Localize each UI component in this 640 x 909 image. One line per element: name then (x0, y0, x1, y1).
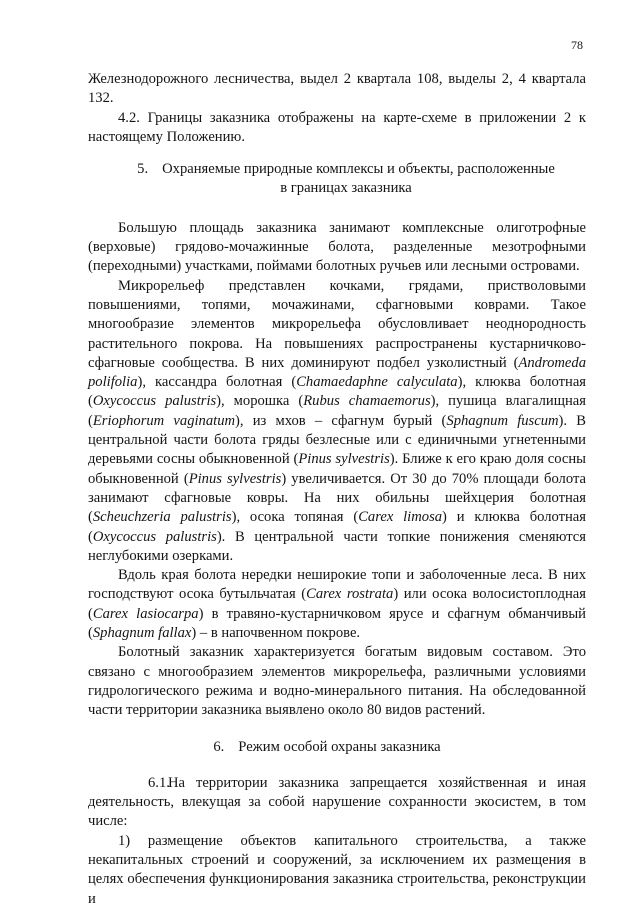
latin-name: Carex rostrata (306, 586, 394, 603)
p3-text: ) или осока волосистоплодная ( (88, 586, 586, 622)
p2-text: ). Ближе к его краю доля сосны обыкновенной ( (88, 451, 586, 487)
p2-text: Микрорельеф представлен кочками, грядами, приствoловыми повышениями, топями, мочажинами, сфагновыми коврами. Такое многообразие элементов микрорельефа обусловливает неоднородность растительного покрова. На повышениях распространены кустарничково-сфагновые сообщества. В них доминируют подбел узколистный ( (88, 277, 586, 371)
item-6-1-number: 6.1. (148, 774, 170, 791)
p2-text: ) увеличивается. От 30 до 70% площади болота занимают сфагновые ковры. На них обильны шейхцерия болотная ( (88, 470, 586, 526)
section-5-paragraph-3 (88, 566, 586, 643)
latin-name: Oxycoccus palustris (92, 393, 217, 410)
item-6-1 (88, 774, 586, 832)
p2-text: ), клюква болотная ( (88, 374, 587, 410)
intro-paragraph: Железнодорожного лесничества, выдел 2 квартала 108, выделы 2, 4 квартала 132. (88, 71, 586, 107)
section-5-title-line2: в границах заказника (280, 180, 412, 197)
p2-text: ), пушица влагалищная ( (88, 393, 586, 429)
p3-text: ) в травяно-кустарничковом ярусе и сфагнум обманчивый ( (88, 605, 586, 642)
latin-name: Rubus chamaemorus (303, 393, 431, 410)
p2-text: ), кассандра болотная ( (137, 374, 297, 391)
latin-name: Eriophorum vaginatum (92, 412, 236, 429)
p2-text: ), осока топяная ( (231, 509, 359, 526)
latin-name: Pinus sylvestris (298, 451, 390, 468)
p2-text: ). В центральной части болота гряды безлесные или с единичными угнетенными деревьями сосны обыкновенной ( (88, 412, 586, 468)
section-5-paragraph-4: Болотный заказник характеризуется богатым видовым составом. Это связано с многообразием элементов микрорельефа, различными условиями гидрологического режима и водно-минерального питания. На обследованной части территории заказника выявлено около 80 видов растений. (88, 644, 586, 719)
latin-name: Sphagnum fuscum (446, 412, 559, 429)
section-6-heading (88, 738, 586, 757)
p3-text: ) – в напочвенном покрове. (191, 625, 361, 642)
latin-name: Carex lasiocarpa (92, 605, 199, 622)
paragraph-4-2: 4.2. Границы заказника отображены на карте-схеме в приложении 2 к настоящему Положению. (88, 109, 586, 145)
item-6-1-text: На территории заказника запрещается хозяйственная и иная деятельность, влекущая за собой нарушение сохранности экосистем, в том числе: (88, 774, 586, 830)
section-6-title: Режим особой охраны заказника (238, 738, 441, 755)
section-5-heading (88, 160, 586, 199)
section-5-title-line1: Охраняемые природные комплексы и объекты, расположенные (162, 161, 555, 178)
section-5-paragraph-1: Большую площадь заказника занимают комплексные олиготрофные (верховые) грядово-мочажинные болота, разделенные мезотрофными (переходными) участками, поймами болотных ручьев или лесными островами. (88, 219, 586, 275)
p2-text: ), из мхов – сфагнум бурый ( (235, 412, 447, 429)
latin-name: Pinus sylvestris (188, 470, 282, 487)
latin-name: Scheuchzeria palustris (92, 509, 232, 526)
page-number: 78 (571, 38, 583, 52)
p3-text: Вдоль края болота нередки неширокие топи и заболоченные леса. В них господствуют осока бутыльчатая ( (88, 567, 586, 603)
sub-item-1: 1) размещение объектов капитального строительства, а также некапитальных строений и сооружений, за исключением их размещения в целях обеспечения функционирования заказника строительства, реконструкции и (88, 832, 586, 907)
section-5-paragraph-2 (88, 277, 586, 566)
document-body (88, 70, 586, 909)
latin-name: Chamaedaphne calyculata (296, 374, 458, 391)
latin-name: Oxycoccus palustris (92, 528, 217, 545)
p2-text: ) и клюква болотная ( (88, 509, 586, 545)
p2-text: ). В центральной части топкие понижения сменяются неглубокими озерками. (88, 528, 586, 564)
section-6-number: 6. (213, 738, 225, 755)
latin-name: Sphagnum fallax (92, 625, 192, 642)
latin-name: Carex limosa (358, 509, 443, 526)
latin-name: Andromeda polifolia (88, 354, 586, 391)
p2-text: ), морошка ( (216, 393, 304, 410)
section-5-number: 5. (137, 161, 149, 178)
